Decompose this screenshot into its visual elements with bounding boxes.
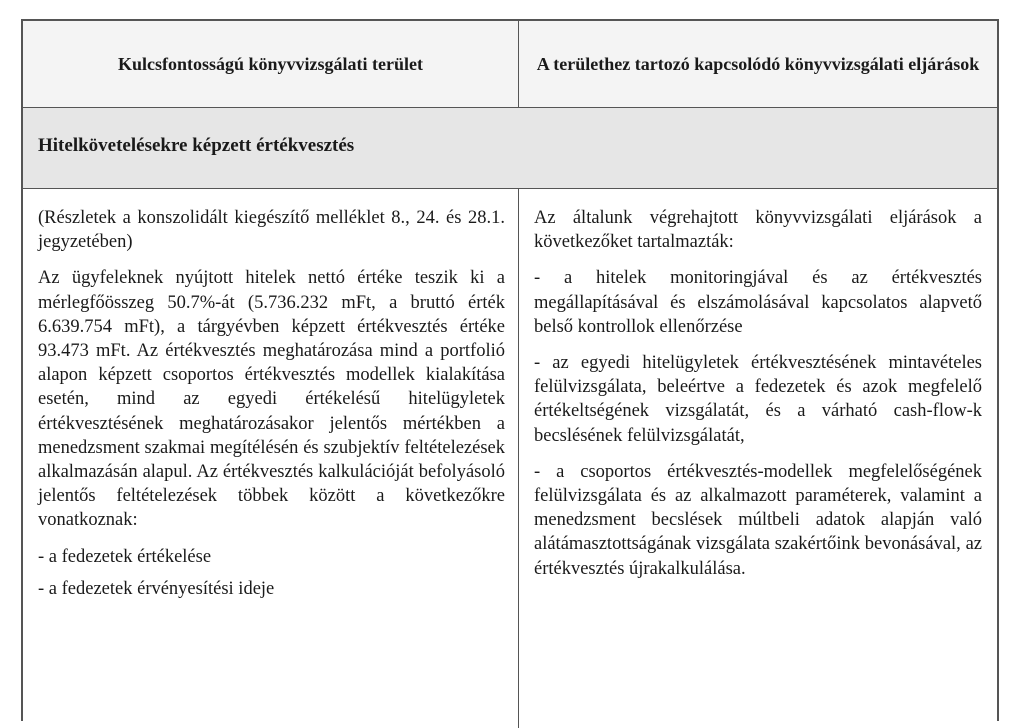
header-left-cell: Kulcsfontosságú könyvvizsgálati terület: [117, 54, 423, 74]
audit-table: [21, 19, 999, 721]
left-paragraph: (Részletek a konszolidált kiegészítő melléklet 8., 24. és 28.1. jegyzetében): [38, 208, 505, 253]
right-paragraph: - a hitelek monitoringjával és az értékvesztés megállapításával és elszámolásával kapcsolatos alapvető belső kontrollok ellenőrzése: [534, 268, 982, 337]
left-paragraph: Az ügyfeleknek nyújtott hitelek nettó értéke teszik ki a mérlegfőösszeg 50.7%-át (5.736.232 mFt, a bruttó érték 6.639.754 mFt), a tárgyévben képzett értékvesztés értéke 93.473 mFt. Az értékvesztés meghatározása mind a portfolió alapon képzett csoportos értékvesztés modellek kialakítása esetén, mind az egyedi értékelésű hitelügyletek értékvesztésének meghatározásakor jelentős mértékben a menedzsment szakmai megítélésén és szubjektív feltételezések alkalmazásán alapul. Az értékvesztés kalkulációját befolyásoló jelentős feltételezések többek között a következőkre vonatkoznak:: [38, 268, 505, 531]
section-title: Hitelkövetelésekre képzett értékvesztés: [38, 135, 355, 156]
right-paragraph: - az egyedi hitelügyletek értékvesztésének mintavételes felülvizsgálata, beleértve a fedezetek és azok megfelelő értékeltségének vizsgálatát, és a várható cash-flow-k becslésének felülvizsgálatát,: [534, 353, 982, 446]
table-header-row: [23, 21, 997, 108]
right-paragraph: - a csoportos értékvesztés-modellek megfelelőségének felülvizsgálata és az alkalmazott paraméterek, valamint a menedzsment becslések múltbeli adatok alapján való alátámasztottságának vizsgálata szakértőink bevonásával, az értékvesztés újrakalkulálása.: [534, 461, 982, 579]
right-body-cell: [534, 188, 982, 593]
column-divider-body: [518, 188, 519, 728]
section-row: [23, 108, 997, 189]
left-paragraph: - a fedezetek értékelése: [38, 546, 212, 567]
left-paragraph: - a fedezetek érvényesítési ideje: [38, 578, 275, 599]
right-paragraph: Az általunk végrehajtott könyvvizsgálati eljárások a következőket tartalmazták:: [534, 208, 982, 253]
column-divider-top: [518, 21, 519, 107]
left-body-cell: [38, 188, 505, 613]
header-right-cell: A területhez tartozó kapcsolódó könyvvizsgálati eljárások: [536, 54, 980, 74]
